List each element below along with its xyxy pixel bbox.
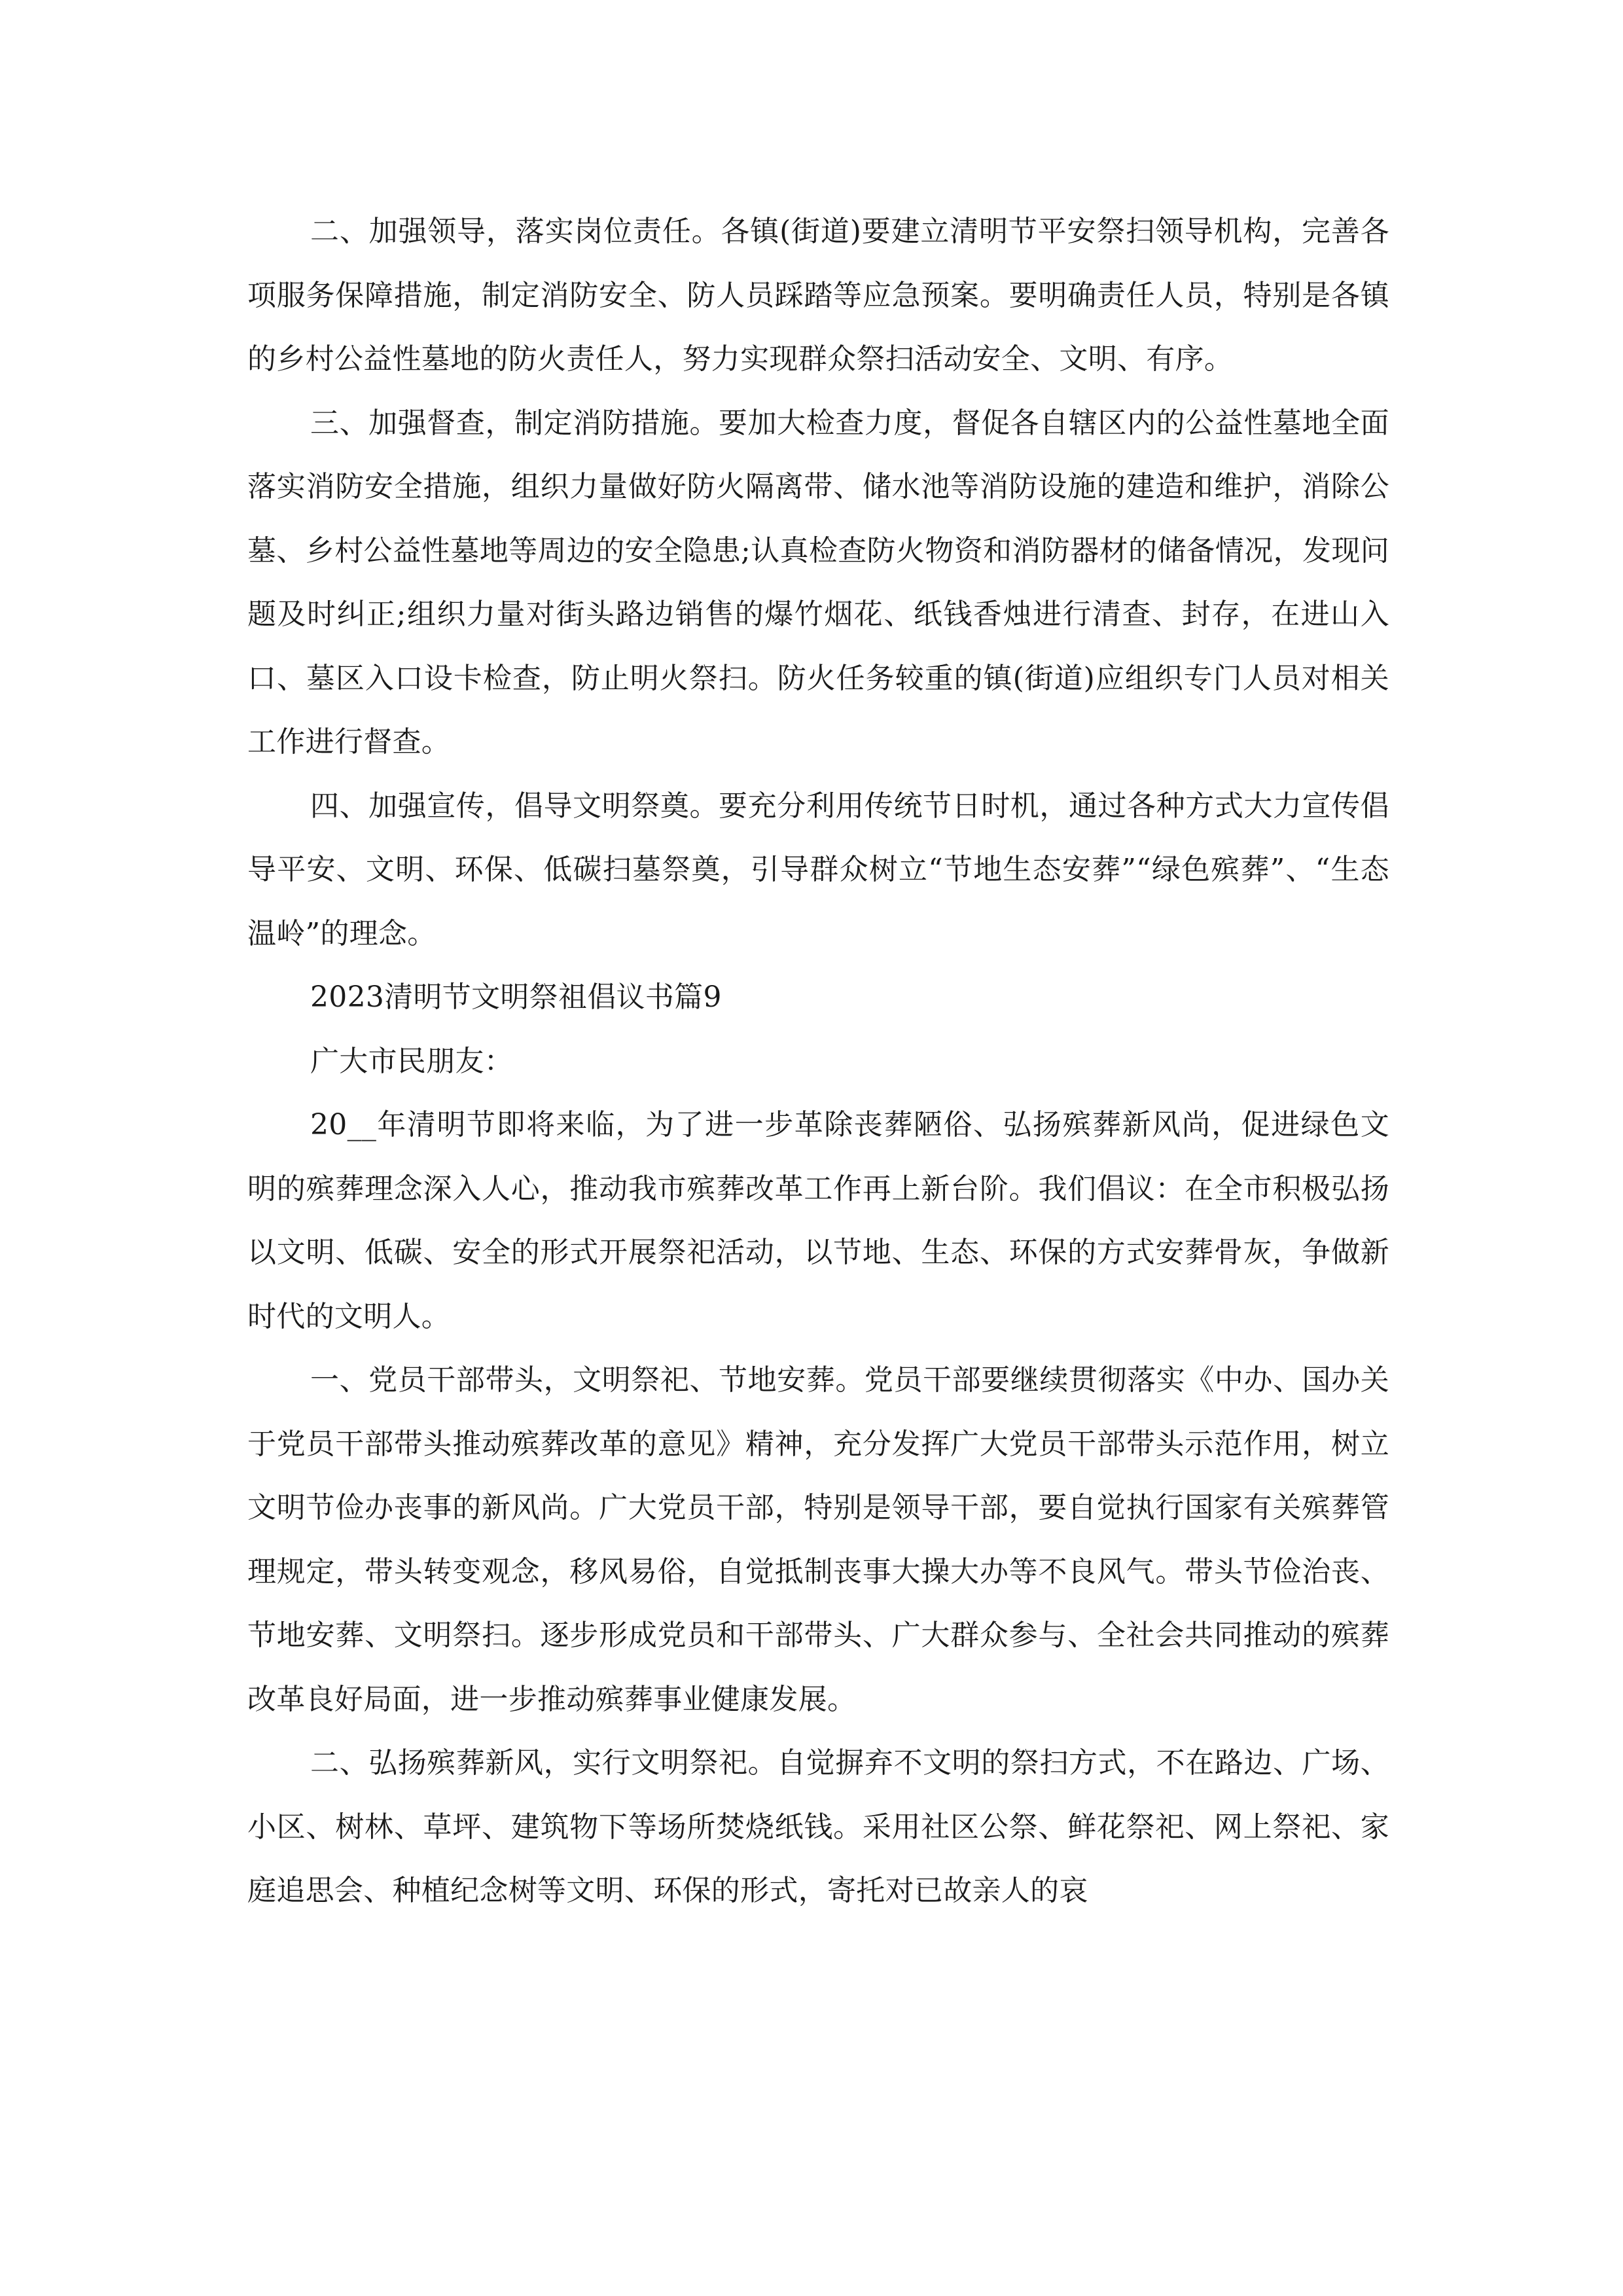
document-body [247, 200, 1389, 1923]
paragraph-party-members-lead: 一、党员干部带头，文明祭祀、节地安葬。党员干部要继续贯彻落实《中办、国办关于党员干部带头推动殡葬改革的意见》精神，充分发挥广大党员干部带头示范作用，树立文明节俭办丧事的新风尚。广大党员干部，特别是领导干部，要自觉执行国家有关殡葬管理规定，带头转变观念，移风易俗，自觉抵制丧事大操大办等不良风气。带头节俭治丧、节地安葬、文明祭扫。逐步形成党员和干部带头、广大群众参与、全社会共同推动的殡葬改革良好局面，进一步推动殡葬事业健康发展。 [247, 1363, 1389, 1716]
salutation: 广大市民朋友： [310, 1044, 514, 1078]
paragraph-intro: 20__年清明节即将来临，为了进一步革除丧葬陋俗、弘扬殡葬新风尚，促进绿色文明的殡葬理念深入人心，推动我市殡葬改革工作再上新台阶。我们倡议：在全市积极弘扬以文明、低碳、安全的形式开展祭祀活动，以节地、生态、环保的方式安葬骨灰，争做新时代的文明人。 [247, 1108, 1389, 1333]
paragraph-strengthen-publicity: 四、加强宣传，倡导文明祭奠。要充分利用传统节日时机，通过各种方式大力宣传倡导平安、文明、环保、低碳扫墓祭奠，引导群众树立“节地生态安葬”“绿色殡葬”、“生态温岭”的理念。 [247, 789, 1389, 950]
paragraph-strengthen-leadership: 二、加强领导，落实岗位责任。各镇(街道)要建立清明节平安祭扫领导机构，完善各项服务保障措施，制定消防安全、防人员踩踏等应急预案。要明确责任人员，特别是各镇的乡村公益性墓地的防火责任人，努力实现群众祭扫活动安全、文明、有序。 [247, 215, 1389, 376]
paragraph-strengthen-inspection: 三、加强督查，制定消防措施。要加大检查力度，督促各自辖区内的公益性墓地全面落实消防安全措施，组织力量做好防火隔离带、储水池等消防设施的建造和维护，消除公墓、乡村公益性墓地等周边的安全隐患;认真检查防火物资和消防器材的储备情况，发现问题及时纠正;组织力量对街头路边销售的爆竹烟花、纸钱香烛进行清查、封存，在进山入口、墓区入口设卡检查，防止明火祭扫。防火任务较重的镇(街道)应组织专门人员对相关工作进行督查。 [247, 406, 1389, 759]
section-heading: 2023清明节文明祭祖倡议书篇9 [310, 980, 722, 1014]
paragraph-civilized-worship: 二、弘扬殡葬新风，实行文明祭祀。自觉摒弃不文明的祭扫方式，不在路边、广场、小区、树林、草坪、建筑物下等场所焚烧纸钱。采用社区公祭、鲜花祭祀、网上祭祀、家庭追思会、种植纪念树等文明、环保的形式，寄托对已故亲人的哀 [247, 1746, 1389, 1907]
